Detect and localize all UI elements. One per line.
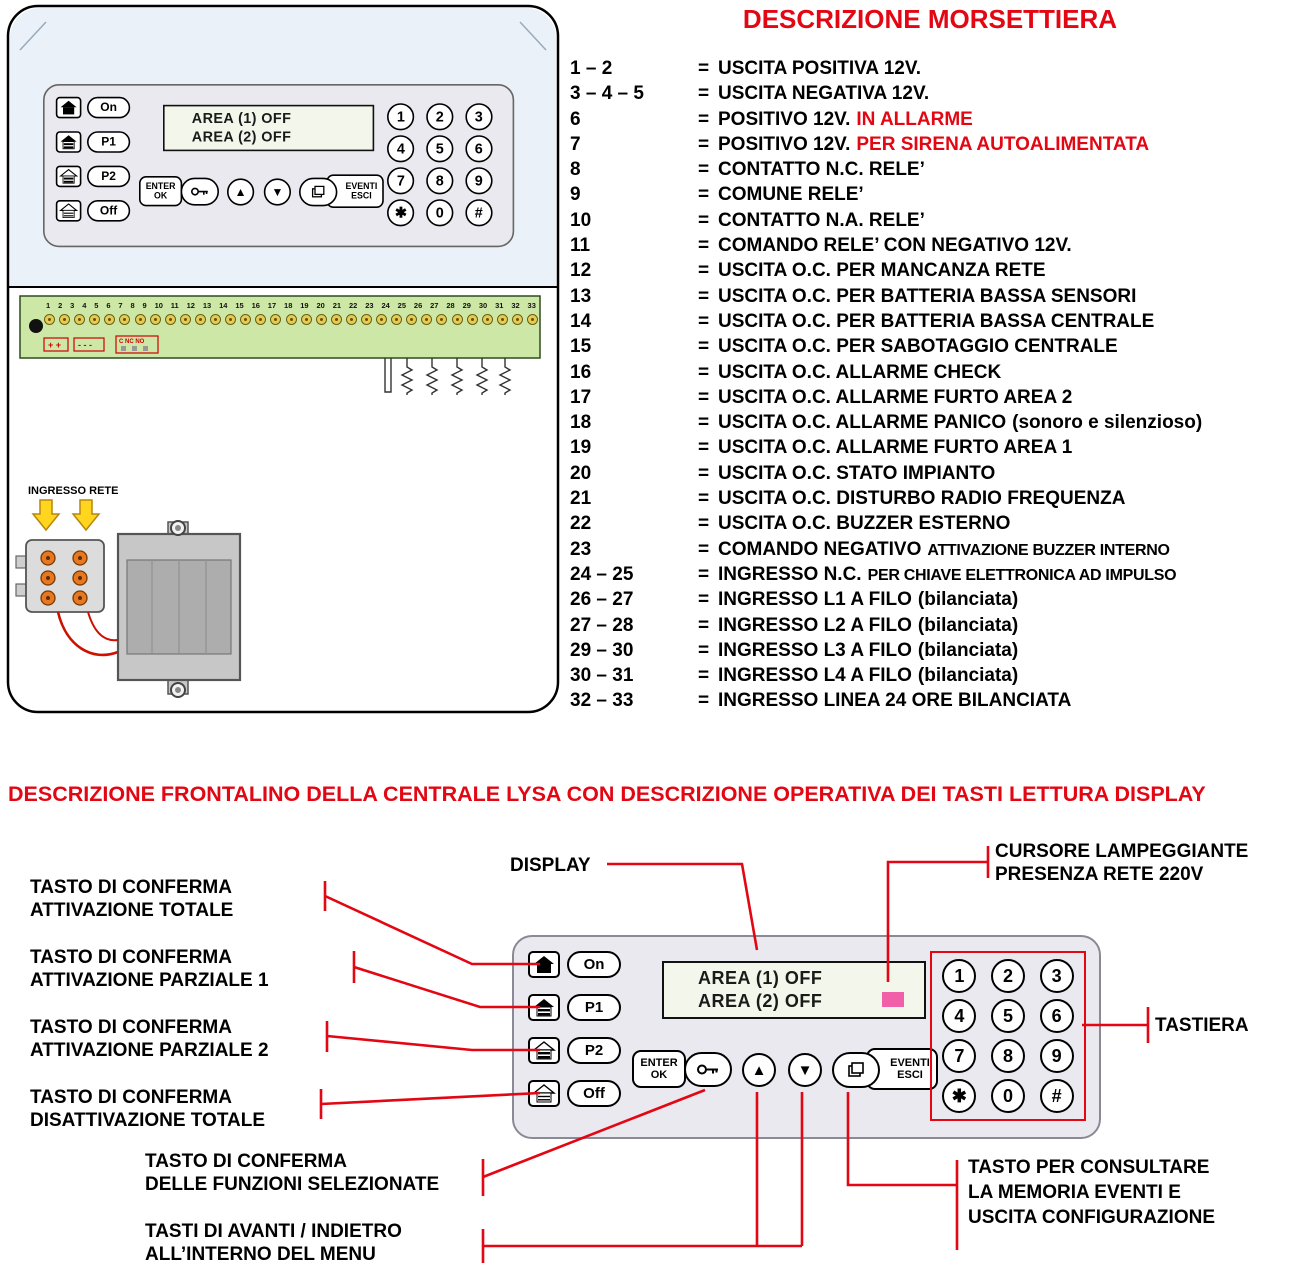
terminal-description: COMANDO RELE’ CON NEGATIVO 12V. <box>718 235 1072 257</box>
lcd-display <box>662 961 926 1019</box>
terminal-number-range: 29 – 30 <box>570 639 634 661</box>
callout-attivazione-parziale-1: TASTO DI CONFERMA ATTIVAZIONE PARZIALE 1 <box>30 947 269 991</box>
equals-sign: = <box>698 589 710 611</box>
arm-total-row <box>528 951 621 978</box>
keypad-key: 2 <box>426 103 453 130</box>
terminal-description: USCITA O.C. ALLARME PANICO <box>718 412 1007 434</box>
terminal-screw <box>286 314 297 325</box>
terminal-index: 25 <box>397 301 407 310</box>
terminal-row <box>570 435 1293 460</box>
terminal-row <box>570 107 1293 132</box>
callout-disattivazione-totale: TASTO DI CONFERMA DISATTIVAZIONE TOTALE <box>30 1087 266 1131</box>
terminal-screw <box>44 314 55 325</box>
terminal-row <box>570 613 1293 638</box>
terminal-description-extra: PER SIRENA AUTOALIMENTATA <box>856 133 1150 155</box>
terminal-description: INGRESSO L1 A FILO <box>718 589 912 611</box>
keypad-key: 5 <box>991 999 1025 1033</box>
terminal-number-range: 20 <box>570 462 592 484</box>
callout-memoria-eventi: TASTO PER CONSULTARE LA MEMORIA EVENTI E USCITA CONFIGURAZIONE <box>968 1157 1215 1228</box>
terminal-screw <box>467 314 478 325</box>
disarm-row <box>56 200 130 222</box>
on-button: On <box>87 97 130 119</box>
display-line2: AREA (2) OFF <box>191 128 292 145</box>
terminal-screw <box>316 314 327 325</box>
terminal-index: 14 <box>219 301 228 310</box>
keypad-key: 4 <box>942 999 976 1033</box>
partial-2-icon <box>56 166 82 188</box>
terminal-screw <box>119 314 130 325</box>
terminal-row <box>570 284 1293 309</box>
terminal-number-range: 17 <box>570 386 592 408</box>
terminal-number-range: 21 <box>570 488 592 510</box>
terminal-description: USCITA O.C. PER BATTERIA BASSA CENTRALE <box>718 310 1155 332</box>
terminal-screw <box>497 314 508 325</box>
up-arrow-key: ▲ <box>227 178 254 205</box>
partial-1-icon <box>528 994 560 1021</box>
terminal-row <box>570 258 1293 283</box>
terminal-description: COMANDO NEGATIVO <box>718 538 922 560</box>
eventi-esci-button: EVENTI ESCI <box>326 174 384 208</box>
terminal-index: 28 <box>446 301 455 310</box>
keypad-key: 9 <box>1040 1039 1074 1073</box>
terminal-description: POSITIVO 12V. <box>718 108 851 130</box>
armed-total-icon <box>528 951 560 978</box>
terminal-description-extra: PER CHIAVE ELETTRONICA AD IMPULSO <box>867 566 1177 584</box>
equals-sign: = <box>698 209 710 231</box>
equals-sign: = <box>698 412 710 434</box>
on-button: On <box>567 951 621 978</box>
terminal-number-range: 3 – 4 – 5 <box>570 83 644 105</box>
terminal-index: 8 <box>130 301 135 310</box>
equals-sign: = <box>698 513 710 535</box>
terminal-index: 10 <box>154 301 163 310</box>
terminal-description: USCITA POSITIVA 12V. <box>718 58 922 79</box>
terminal-index: 22 <box>348 301 358 310</box>
display-line1: AREA (1) OFF <box>191 110 292 127</box>
disarm-row <box>528 1080 621 1107</box>
terminal-index: 17 <box>267 301 277 310</box>
terminal-row <box>570 208 1293 233</box>
terminal-row <box>570 182 1293 207</box>
terminal-index: 3 <box>70 301 75 310</box>
terminal-screw <box>361 314 372 325</box>
up-arrow-key: ▲ <box>742 1053 776 1087</box>
equals-sign: = <box>698 235 710 257</box>
terminal-row <box>570 56 1293 81</box>
equals-sign: = <box>698 133 710 155</box>
terminal-description-extra: (bilanciata) <box>917 639 1019 661</box>
terminal-number-range: 14 <box>570 310 592 332</box>
terminal-screw <box>376 314 387 325</box>
mains-connector <box>16 540 104 612</box>
equals-sign: = <box>698 614 710 636</box>
terminal-screw <box>104 314 115 325</box>
enter-ok-button: ENTER OK <box>632 1050 686 1088</box>
terminal-description: USCITA O.C. PER MANCANZA RETE <box>718 260 1046 282</box>
terminal-screw <box>527 314 538 325</box>
partial-1-icon <box>56 131 82 153</box>
terminal-screw <box>391 314 402 325</box>
terminal-index: 13 <box>202 301 212 310</box>
keypad-key: 7 <box>387 167 414 194</box>
key-icon <box>181 178 219 206</box>
display-line2: AREA (2) OFF <box>698 991 823 1011</box>
terminal-index: 26 <box>413 301 423 310</box>
terminal-screw <box>482 314 493 325</box>
terminal-screw <box>331 314 342 325</box>
equals-sign: = <box>698 184 710 206</box>
transformer <box>118 521 240 697</box>
terminal-screw <box>74 314 85 325</box>
terminal-row <box>570 511 1293 536</box>
terminal-screw <box>89 314 100 325</box>
morsettiera-title: DESCRIZIONE MORSETTIERA <box>742 4 1118 34</box>
terminal-row <box>570 486 1293 511</box>
terminal-number-range: 11 <box>570 235 591 257</box>
equals-sign: = <box>698 665 710 687</box>
arm-partial2-row <box>528 1037 621 1064</box>
keypad-key: 0 <box>991 1079 1025 1113</box>
terminal-description: USCITA O.C. STATO IMPIANTO <box>718 462 996 484</box>
lcd-display <box>163 105 374 151</box>
terminal-index: 11 <box>170 301 179 310</box>
equals-sign: = <box>698 538 710 560</box>
equals-sign: = <box>698 437 710 459</box>
terminal-index: 5 <box>94 301 99 310</box>
equals-sign: = <box>698 83 710 105</box>
terminal-number-range: 1 – 2 <box>570 58 613 79</box>
terminal-index: 27 <box>430 301 439 310</box>
terminal-number-range: 26 – 27 <box>570 589 634 611</box>
terminal-screw <box>452 314 463 325</box>
terminal-description-extra: (bilanciata) <box>917 665 1019 687</box>
terminal-index: 6 <box>106 301 111 310</box>
terminal-row <box>570 157 1293 182</box>
off-button: Off <box>567 1080 621 1107</box>
terminal-row <box>570 132 1293 157</box>
numeric-keypad <box>930 951 1086 1121</box>
terminal-description-extra: ATTIVAZIONE BUZZER INTERNO <box>927 541 1170 559</box>
terminal-row <box>570 461 1293 486</box>
terminal-screw <box>150 314 161 325</box>
down-arrow-key: ▼ <box>264 178 291 205</box>
terminal-description: CONTATTO N.A. RELE’ <box>718 209 925 231</box>
terminal-screw <box>436 314 447 325</box>
terminal-row <box>570 638 1293 663</box>
terminal-number-range: 30 – 31 <box>570 665 634 687</box>
events-pages-icon <box>299 178 337 207</box>
ingresso-rete-label: INGRESSO RETE <box>28 485 119 497</box>
terminal-screw <box>512 314 523 325</box>
terminal-index: 9 <box>142 301 147 310</box>
terminal-row <box>570 663 1293 688</box>
terminal-index: 16 <box>251 301 260 310</box>
terminal-number-range: 7 <box>570 133 581 155</box>
terminal-index: 21 <box>332 301 342 310</box>
terminal-screw <box>255 314 266 325</box>
terminal-row <box>570 360 1293 385</box>
terminal-screw <box>301 314 312 325</box>
terminal-index: 24 <box>381 301 390 310</box>
terminal-index: 20 <box>316 301 325 310</box>
armed-total-icon <box>56 97 82 119</box>
equals-sign: = <box>698 336 710 358</box>
terminal-description: USCITA O.C. BUZZER ESTERNO <box>718 513 1011 535</box>
front-panel-large <box>512 935 1101 1139</box>
relay-terminals-label: C NC NO <box>119 339 145 345</box>
display-line1: AREA (1) OFF <box>698 968 823 988</box>
terminal-description: CONTATTO N.C. RELE’ <box>718 159 925 181</box>
terminal-index: 7 <box>118 301 123 310</box>
terminal-description-extra: IN ALLARME <box>856 108 973 130</box>
terminal-number-range: 19 <box>570 437 592 459</box>
terminal-screw <box>225 314 236 325</box>
terminal-row <box>570 233 1293 258</box>
callout-display: DISPLAY <box>510 855 591 876</box>
callout-conferma-funzioni: TASTO DI CONFERMA DELLE FUNZIONI SELEZIONATE <box>145 1151 440 1195</box>
equals-sign: = <box>698 386 710 408</box>
keypad-key: 2 <box>991 959 1025 993</box>
terminal-screw <box>59 314 70 325</box>
events-pages-icon <box>832 1052 880 1088</box>
arm-partial1-row <box>528 994 621 1021</box>
terminal-number-range: 23 <box>570 538 592 560</box>
terminal-screw <box>240 314 251 325</box>
terminal-description-extra: (bilanciata) <box>917 589 1019 611</box>
eventi-esci-button: EVENTI ESCI <box>866 1048 938 1090</box>
keypad-key: 6 <box>465 135 492 162</box>
equals-sign: = <box>698 159 710 181</box>
terminal-index: 18 <box>284 301 293 310</box>
terminal-description: USCITA O.C. PER SABOTAGGIO CENTRALE <box>718 336 1118 358</box>
terminal-number-range: 22 <box>570 513 592 535</box>
terminal-screw <box>165 314 176 325</box>
keypad-key: 9 <box>465 167 492 194</box>
off-button: Off <box>87 200 130 222</box>
keypad-key: 4 <box>387 135 414 162</box>
p2-button: P2 <box>87 166 130 188</box>
terminal-index: 30 <box>478 301 488 310</box>
terminal-number-range: 10 <box>570 209 592 231</box>
keypad-key: 0 <box>426 199 453 226</box>
numeric-keypad <box>377 97 502 233</box>
terminal-number-range: 27 – 28 <box>570 614 634 636</box>
terminal-description: INGRESSO L3 A FILO <box>718 639 912 661</box>
keypad-key: 1 <box>942 959 976 993</box>
terminal-number-range: 16 <box>570 361 592 383</box>
minus-terminals-label: - - - <box>78 340 92 350</box>
terminal-description-extra: (bilanciata) <box>917 614 1019 636</box>
terminal-row <box>570 81 1293 106</box>
keypad-key: 5 <box>426 135 453 162</box>
arm-total-row <box>56 97 130 119</box>
strip-numbers <box>46 301 536 310</box>
terminal-screw <box>406 314 417 325</box>
terminal-index: 4 <box>82 301 87 310</box>
terminal-number-range: 9 <box>570 184 581 206</box>
terminal-row <box>570 587 1293 612</box>
terminal-description: INGRESSO L4 A FILO <box>718 665 912 687</box>
terminal-index: 31 <box>495 301 504 310</box>
terminal-description: USCITA O.C. DISTURBO RADIO FREQUENZA <box>718 488 1126 510</box>
keypad-key: # <box>1040 1079 1074 1113</box>
terminal-screw <box>210 314 221 325</box>
p2-button: P2 <box>567 1037 621 1064</box>
terminal-description: USCITA O.C. ALLARME CHECK <box>718 361 1002 383</box>
disarm-icon <box>528 1080 560 1107</box>
strip-circles <box>44 314 538 325</box>
terminal-screw <box>270 314 281 325</box>
down-arrow-key: ▼ <box>788 1053 822 1087</box>
terminal-description: COMUNE RELE’ <box>718 184 864 206</box>
morsettiera-rows <box>570 56 1293 714</box>
terminal-screw <box>180 314 191 325</box>
callout-tastiera: TASTIERA <box>1155 1015 1249 1036</box>
terminal-number-range: 15 <box>570 336 592 358</box>
terminal-index: 32 <box>511 301 520 310</box>
terminal-number-range: 32 – 33 <box>570 690 634 712</box>
terminal-index: 1 <box>46 301 51 310</box>
terminal-description: USCITA O.C. PER BATTERIA BASSA SENSORI <box>718 285 1137 307</box>
key-icon <box>684 1052 732 1087</box>
keypad-key: ✱ <box>942 1079 976 1113</box>
terminal-index: 23 <box>365 301 374 310</box>
callout-cursore: CURSORE LAMPEGGIANTE PRESENZA RETE 220V <box>995 841 1249 885</box>
plus-terminals-label: + + <box>48 340 62 350</box>
p1-button: P1 <box>567 994 621 1021</box>
callout-attivazione-parziale-2: TASTO DI CONFERMA ATTIVAZIONE PARZIALE 2 <box>30 1017 269 1061</box>
equals-sign: = <box>698 310 710 332</box>
equals-sign: = <box>698 563 710 585</box>
terminal-screw <box>195 314 206 325</box>
equals-sign: = <box>698 361 710 383</box>
terminal-number-range: 18 <box>570 412 592 434</box>
terminal-screw <box>421 314 432 325</box>
terminal-description: INGRESSO N.C. <box>718 563 862 585</box>
equals-sign: = <box>698 639 710 661</box>
terminal-row <box>570 410 1293 435</box>
terminal-description: USCITA O.C. ALLARME FURTO AREA 1 <box>718 437 1073 459</box>
arm-partial2-row <box>56 166 130 188</box>
keypad-key: 8 <box>426 167 453 194</box>
disarm-icon <box>56 200 82 222</box>
terminal-index: 19 <box>300 301 309 310</box>
frontalino-heading: DESCRIZIONE FRONTALINO DELLA CENTRALE LYSA CON DESCRIZIONE OPERATIVA DEI TASTI LETTURA DISPLAY <box>8 782 1206 806</box>
equals-sign: = <box>698 260 710 282</box>
terminal-description: USCITA NEGATIVA 12V. <box>718 83 930 105</box>
terminal-description: INGRESSO LINEA 24 ORE BILANCIATA <box>718 690 1072 712</box>
terminal-description-extra: (sonoro e silenzioso) <box>1012 412 1203 434</box>
keypad-key: 1 <box>387 103 414 130</box>
terminal-number-range: 12 <box>570 260 592 282</box>
front-panel-small <box>43 84 514 247</box>
mains-cursor <box>882 992 904 1007</box>
keypad-key: # <box>465 199 492 226</box>
terminal-number-range: 6 <box>570 108 581 130</box>
terminal-number-range: 24 – 25 <box>570 563 634 585</box>
terminal-description: INGRESSO L2 A FILO <box>718 614 912 636</box>
terminal-row <box>570 309 1293 334</box>
terminal-row <box>570 688 1293 713</box>
keypad-key: 6 <box>1040 999 1074 1033</box>
terminal-description: USCITA O.C. ALLARME FURTO AREA 2 <box>718 386 1073 408</box>
arm-partial1-row <box>56 131 130 153</box>
p1-button: P1 <box>87 131 130 153</box>
terminal-description: POSITIVO 12V. <box>718 133 851 155</box>
equals-sign: = <box>698 285 710 307</box>
enter-ok-button: ENTER OK <box>139 176 182 206</box>
terminal-row <box>570 334 1293 359</box>
partial-2-icon <box>528 1037 560 1064</box>
callout-attivazione-totale: TASTO DI CONFERMA ATTIVAZIONE TOTALE <box>30 877 234 921</box>
equals-sign: = <box>698 58 710 79</box>
equals-sign: = <box>698 462 710 484</box>
keypad-key: ✱ <box>387 199 414 226</box>
keypad-key: 7 <box>942 1039 976 1073</box>
terminal-screw <box>135 314 146 325</box>
equals-sign: = <box>698 488 710 510</box>
equals-sign: = <box>698 690 710 712</box>
terminal-number-range: 13 <box>570 285 592 307</box>
keypad-key: 8 <box>991 1039 1025 1073</box>
terminal-number-range: 8 <box>570 159 581 181</box>
keypad-key: 3 <box>465 103 492 130</box>
terminal-index: 33 <box>527 301 536 310</box>
terminal-row <box>570 562 1293 587</box>
terminal-index: 2 <box>58 301 63 310</box>
callout-avanti-indietro: TASTI DI AVANTI / INDIETRO ALL’INTERNO DEL MENU <box>145 1221 402 1265</box>
equals-sign: = <box>698 108 710 130</box>
keypad-key: 3 <box>1040 959 1074 993</box>
terminal-index: 29 <box>462 301 471 310</box>
terminal-index: 12 <box>186 301 195 310</box>
terminal-row <box>570 385 1293 410</box>
terminal-index: 15 <box>235 301 244 310</box>
terminal-screw <box>346 314 357 325</box>
terminal-row <box>570 537 1293 562</box>
